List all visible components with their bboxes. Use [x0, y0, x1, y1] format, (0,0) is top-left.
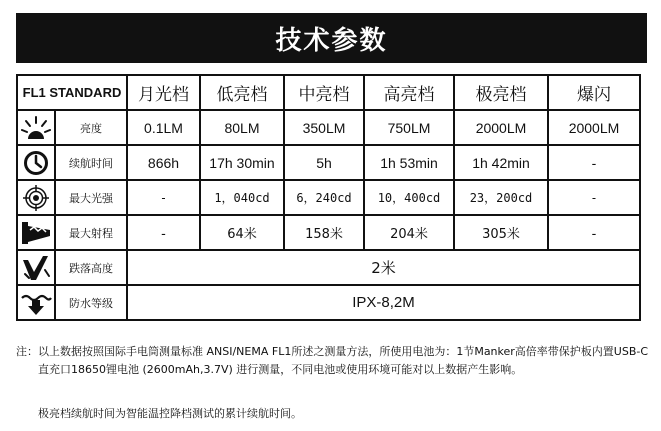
- throw-mid: 158米: [284, 215, 364, 250]
- brightness-strobe: 2000LM: [548, 110, 640, 145]
- waterproof-icon: [18, 286, 56, 319]
- row-header-brightness: [17, 110, 127, 145]
- footnote-text: 以上数据按照国际手电筒测量标准 ANSI/NEMA FL1所述之测量方法，所使用电池为：1节Manker高倍率带保护板内置USB-C直充口18650锂电池 (2600mAh,3.7V) 进行测量，不同电池或使用环境可能对以上数据产生影响。: [38, 345, 649, 376]
- runtime-clock-icon: [18, 146, 56, 179]
- intensity-low: 1，040cd: [200, 180, 284, 215]
- mode-header-moon: 月光档: [127, 75, 200, 110]
- intensity-strobe: -: [548, 180, 640, 215]
- row-label-brightness: 亮度: [80, 121, 102, 135]
- row-label-runtime: 续航时间: [69, 156, 113, 170]
- intensity-moon: -: [127, 180, 200, 215]
- row-header-throw: [17, 215, 127, 250]
- table-row: [17, 110, 640, 145]
- brightness-moon: 0.1LM: [127, 110, 200, 145]
- model-header: FL1 STANDARD: [17, 75, 127, 110]
- waterproof-value: IPX-8,2M: [127, 285, 640, 320]
- row-label-intensity: 最大光强: [69, 191, 113, 205]
- beam-distance-icon: [18, 216, 56, 249]
- footnote: [16, 343, 650, 379]
- brightness-high: 750LM: [364, 110, 454, 145]
- header-row: [17, 75, 640, 110]
- page-title: 技术参数: [16, 13, 647, 63]
- spec-table: [16, 74, 641, 321]
- row-label-throw: 最大射程: [69, 226, 113, 240]
- brightness-turbo: 2000LM: [454, 110, 548, 145]
- table-row: [17, 285, 640, 320]
- runtime-mid: 5h: [284, 145, 364, 180]
- runtime-strobe: -: [548, 145, 640, 180]
- throw-low: 64米: [200, 215, 284, 250]
- throw-high: 204米: [364, 215, 454, 250]
- footnote-prefix: 注：: [16, 345, 38, 358]
- runtime-moon: 866h: [127, 145, 200, 180]
- throw-turbo: 305米: [454, 215, 548, 250]
- table-row: [17, 250, 640, 285]
- brightness-sun-icon: [18, 111, 56, 144]
- table-row: [17, 180, 640, 215]
- target-crosshair-icon: [18, 181, 56, 214]
- mode-header-low: 低亮档: [200, 75, 284, 110]
- row-header-intensity: [17, 180, 127, 215]
- row-label-waterproof: 防水等级: [69, 296, 113, 310]
- impact-resistance-icon: [18, 251, 56, 284]
- mode-header-turbo: 极亮档: [454, 75, 548, 110]
- footnote-turbo-runtime: 极亮档续航时间为智能温控降档测试的累计续航时间。: [38, 407, 302, 420]
- intensity-high: 10，400cd: [364, 180, 454, 215]
- row-header-runtime: [17, 145, 127, 180]
- impact-value: 2米: [127, 250, 640, 285]
- mode-header-high: 高亮档: [364, 75, 454, 110]
- brightness-low: 80LM: [200, 110, 284, 145]
- row-header-impact: [17, 250, 127, 285]
- runtime-turbo: 1h 42min: [454, 145, 548, 180]
- mode-header-mid: 中亮档: [284, 75, 364, 110]
- table-row: [17, 145, 640, 180]
- intensity-mid: 6，240cd: [284, 180, 364, 215]
- table-row: [17, 215, 640, 250]
- runtime-high: 1h 53min: [364, 145, 454, 180]
- row-label-impact: 跌落高度: [69, 261, 113, 275]
- throw-strobe: -: [548, 215, 640, 250]
- runtime-low: 17h 30min: [200, 145, 284, 180]
- throw-moon: -: [127, 215, 200, 250]
- mode-header-strobe: 爆闪: [548, 75, 640, 110]
- row-header-waterproof: [17, 285, 127, 320]
- brightness-mid: 350LM: [284, 110, 364, 145]
- intensity-turbo: 23，200cd: [454, 180, 548, 215]
